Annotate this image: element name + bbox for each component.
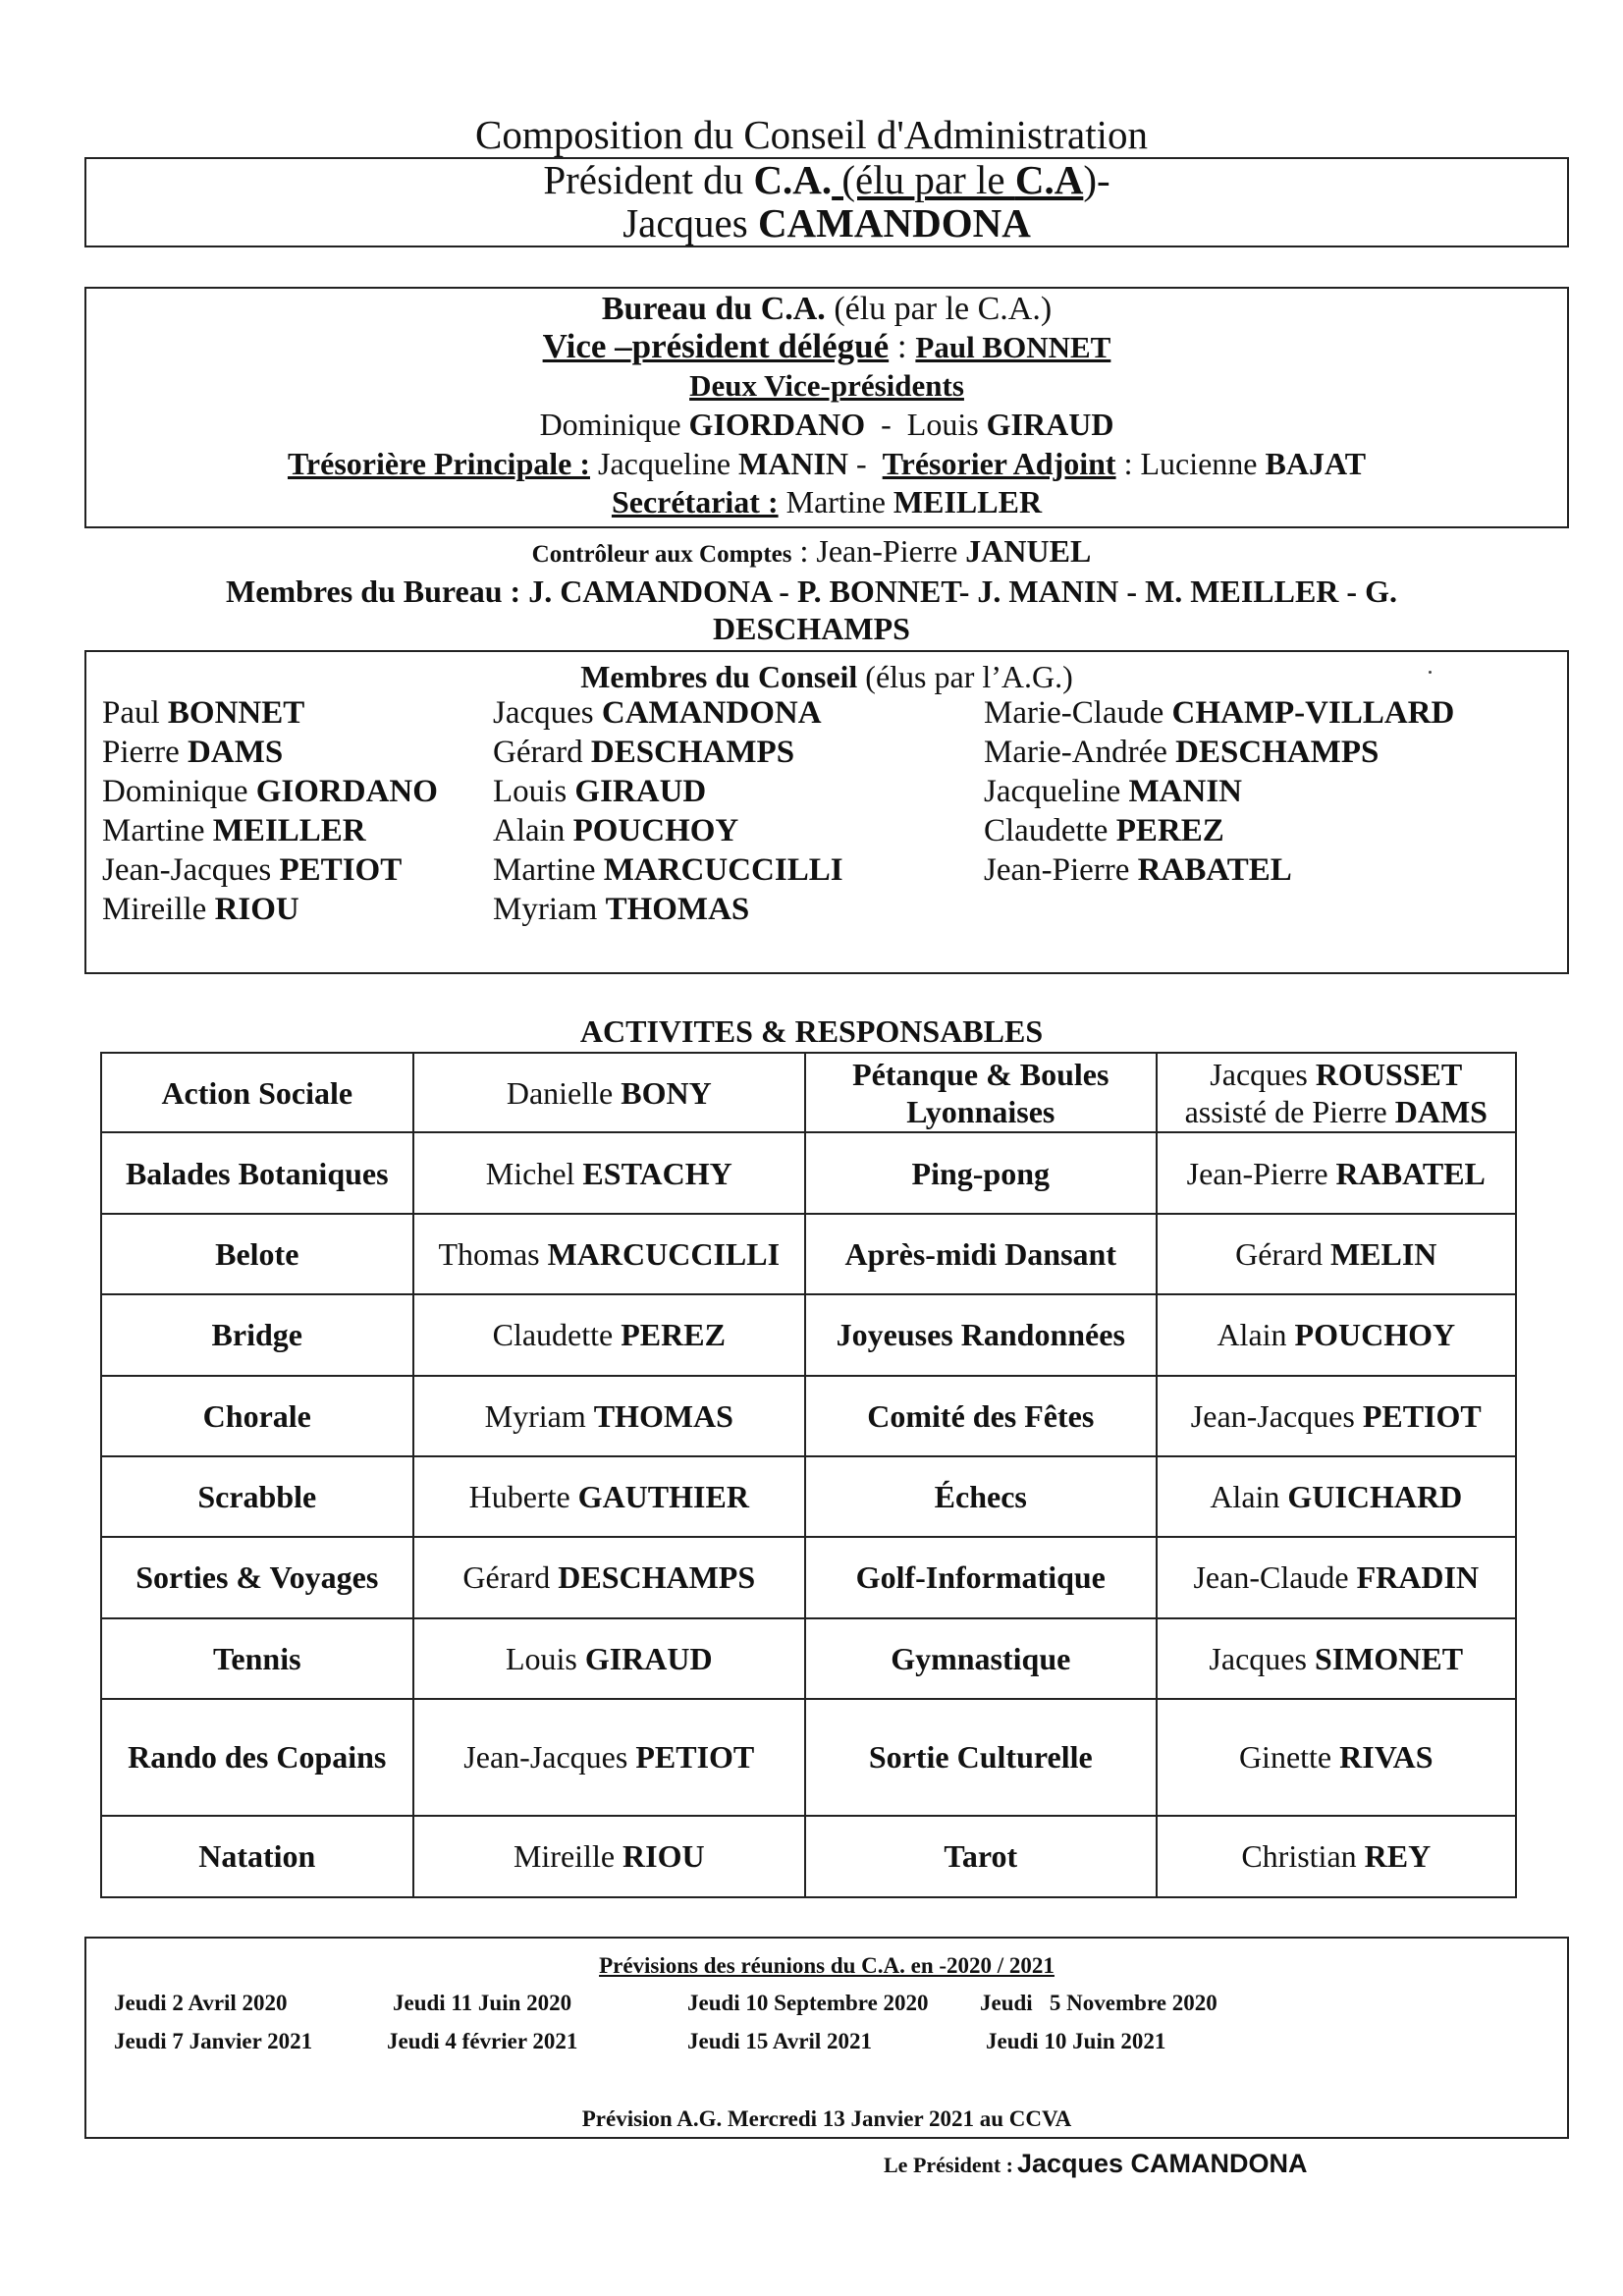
conseil-member [493,772,843,811]
vp-delegue-label: Vice –président délégué [542,327,890,365]
president-elected-text: (élu [832,157,915,202]
activity-responsable [413,1053,806,1132]
activity-name: Après-midi Dansant [805,1214,1156,1294]
activity-name: Belote [101,1214,413,1294]
scan-speck [1429,671,1432,674]
reunion-date: Jeudi 4 février 2021 [387,2029,578,2053]
member-firstname: Louis [493,774,568,809]
member-firstname: Myriam [493,892,598,927]
member-lastname: DAMS [188,735,284,770]
activity-responsable [1157,1816,1516,1897]
member-firstname: Mireille [102,892,207,927]
bureau-title [86,291,1567,328]
member-firstname: Paul [102,695,160,731]
responsable-firstname: Claudette [492,1317,614,1353]
conseil-member [493,693,843,733]
conseil-box [84,650,1569,974]
conseil-title [86,658,1567,695]
activity-responsable [1157,1618,1516,1699]
member-firstname: Claudette [984,813,1109,848]
secretariat-line [86,483,1567,520]
activity-responsable [1157,1294,1516,1375]
responsable-lastname: BONY [621,1074,712,1111]
member-lastname: RABATEL [1137,852,1292,888]
activity-responsable [1157,1699,1516,1816]
president-ca-abbr: C.A. [753,157,833,202]
responsable-firstname: Jean-Jacques [463,1739,628,1776]
responsable-lastname: GAUTHIER [577,1479,749,1515]
responsable-lastname: THOMAS [593,1397,733,1434]
member-firstname: Alain [493,813,566,848]
activites-title: ACTIVITES & RESPONSABLES [579,1013,1044,1049]
conseil-member [984,733,1454,772]
activity-responsable [413,1294,806,1375]
responsable-lastname: DESCHAMPS [558,1559,756,1596]
conseil-title-bold: Membres du Conseil [580,659,858,694]
president-box [84,157,1569,247]
activity-name: Ping-pong [805,1132,1156,1213]
member-lastname: GIORDANO [255,774,438,809]
page-title: Composition du Conseil d'Administration [474,112,1149,157]
activity-responsable [413,1816,806,1897]
table-row [101,1699,1516,1816]
responsable-firstname: Thomas [438,1235,540,1272]
member-lastname: PEREZ [1115,813,1224,848]
table-row [101,1053,1516,1132]
activity-name: Sorties & Voyages [101,1537,413,1617]
member-lastname: MANIN [1128,774,1243,809]
responsable-firstname: Gérard [462,1559,551,1596]
responsable-lastname: POUCHOY [1294,1317,1456,1353]
conseil-member [102,772,438,811]
responsable-lastname: REY [1364,1838,1432,1875]
activity-responsable [1157,1376,1516,1456]
assistant-prefix: assisté de Pierre [1184,1093,1387,1129]
tresorier-adjoint-label: Trésorier Adjoint [882,446,1116,481]
bureau-title-rest: (élu par le C.A.) [834,291,1053,327]
deux-vp-label: Deux Vice-présidents [689,368,964,403]
responsable-firstname: Alain [1210,1479,1280,1515]
member-lastname: THOMAS [605,892,750,927]
responsable-firstname: Myriam [484,1397,586,1434]
responsable-firstname: Jacques [1209,1640,1307,1676]
member-lastname: RIOU [214,892,299,927]
conseil-member [493,811,843,850]
activity-responsable [1157,1456,1516,1537]
responsable-line [1162,1056,1511,1093]
activity-name: Scrabble [101,1456,413,1537]
activity-name: Balades Botaniques [101,1132,413,1213]
responsable-line [1162,1640,1511,1677]
activity-name: Tennis [101,1618,413,1699]
president-ca-abbr-2: C.A [1014,157,1084,202]
conseil-member [102,693,438,733]
conseil-member [493,890,843,929]
activity-name: Comité des Fêtes [805,1376,1156,1456]
responsable-assistant-line [1162,1093,1511,1130]
responsable-firstname: Jacques [1210,1056,1308,1092]
member-lastname: BONNET [167,695,305,731]
responsable-lastname: RIOU [622,1838,705,1875]
secretariat-first: Martine [785,484,886,519]
controleur-label: Contrôleur aux Comptes [531,541,792,568]
reunions-title: Prévisions des réunions du C.A. en -2020 / 2021 [599,1953,1055,1978]
responsable-line [1162,1397,1511,1435]
activity-name: Golf-Informatique [805,1537,1156,1617]
ag-prevision: Prévision A.G. Mercredi 13 Janvier 2021 au CCVA [581,2106,1072,2131]
conseil-title-rest: (élus par l’A.G.) [865,659,1073,694]
responsable-firstname: Mireille [513,1838,616,1875]
signature-label: Le Président : [884,2153,1013,2177]
responsable-lastname: MARCUCCILLI [547,1235,781,1272]
member-firstname: Marie-Andrée [984,735,1167,770]
responsable-firstname: Gérard [1235,1235,1323,1272]
responsable-line [1162,1235,1511,1273]
activity-responsable [413,1537,806,1617]
activity-responsable [1157,1537,1516,1617]
member-firstname: Jacques [493,695,594,731]
activity-responsable [413,1132,806,1213]
responsable-firstname: Michel [485,1155,575,1191]
activity-responsable [1157,1132,1516,1213]
member-firstname: Jean-Pierre [984,852,1130,888]
responsable-line [1162,1316,1511,1353]
assistant-lastname: DAMS [1394,1093,1488,1129]
member-firstname: Marie-Claude [984,695,1164,731]
responsable-lastname: GUICHARD [1287,1479,1463,1515]
responsable-firstname: Alain [1217,1317,1287,1353]
activity-name: Pétanque & Boules Lyonnaises [805,1053,1156,1132]
responsable-lastname: RIVAS [1339,1739,1434,1776]
tresorier-adjoint-last: BAJAT [1265,446,1367,481]
responsable-lastname: RABATEL [1335,1155,1486,1191]
member-lastname: POUCHOY [572,813,739,848]
membres-bureau-line2: DESCHAMPS [713,611,910,646]
vp2-first: Louis [906,407,979,442]
responsable-line [1162,1738,1511,1776]
responsable-lastname: GIRAUD [584,1640,713,1676]
member-firstname: Martine [493,852,596,888]
member-firstname: Pierre [102,735,180,770]
member-firstname: Dominique [102,774,248,809]
table-row [101,1214,1516,1294]
responsable-line [1162,1155,1511,1192]
activity-name: Action Sociale [101,1053,413,1132]
reunions-box [84,1937,1569,2139]
conseil-column-2 [493,693,843,929]
table-row [101,1816,1516,1897]
member-lastname: DESCHAMPS [590,735,795,770]
responsable-line [1162,1558,1511,1596]
responsable-lastname: ROUSSET [1315,1056,1463,1092]
responsable-firstname: Ginette [1238,1739,1332,1776]
responsable-lastname: PETIOT [635,1739,755,1776]
conseil-member [102,890,438,929]
activity-responsable [413,1376,806,1456]
responsable-lastname: PEREZ [621,1317,726,1353]
controleur-first: Jean-Pierre [816,533,958,569]
member-lastname: PETIOT [279,852,403,888]
conseil-column-1 [102,693,438,929]
president-name-line [86,202,1567,244]
activity-name: Joyeuses Randonnées [805,1294,1156,1375]
member-lastname: CAMANDONA [601,695,822,731]
table-row [101,1294,1516,1375]
member-lastname: MEILLER [212,813,366,848]
responsable-lastname: MELIN [1329,1235,1437,1272]
responsable-firstname: Danielle [506,1074,614,1111]
activity-name: Tarot [805,1816,1156,1897]
reunion-date: Jeudi 7 Janvier 2021 [114,2029,313,2053]
responsable-firstname: Jean-Pierre [1186,1155,1328,1191]
responsable-lastname: SIMONET [1314,1640,1464,1676]
activity-name: Bridge [101,1294,413,1375]
president-par-text: par le [914,157,1015,202]
activity-name: Natation [101,1816,413,1897]
responsable-line [1162,1478,1511,1515]
table-row [101,1456,1516,1537]
president-firstname: Jacques [622,200,748,246]
controleur-line: Contrôleur aux Comptes : Jean-Pierre JANUEL [531,533,1092,569]
activity-name: Rando des Copains [101,1699,413,1816]
responsable-firstname: Louis [505,1640,577,1676]
activity-name: Chorale [101,1376,413,1456]
responsable-lastname: ESTACHY [582,1155,732,1191]
table-row [101,1132,1516,1213]
activity-name: Échecs [805,1456,1156,1537]
tresorier-adjoint-first: Lucienne [1140,446,1258,481]
vp-delegue-line: Vice –président délégué : Paul BONNET [542,327,1111,365]
responsable-line [1162,1837,1511,1875]
activity-responsable [1157,1053,1516,1132]
membres-bureau-line1: Membres du Bureau : J. CAMANDONA - P. BONNET- J. MANIN - M. MEILLER - G. [226,574,1397,609]
controleur-last: JANUEL [965,533,1092,569]
tresoriere-first: Jacqueline [597,446,731,481]
secretariat-last: MEILLER [893,484,1043,519]
activity-name: Sortie Culturelle [805,1699,1156,1816]
president-role: Président du [543,157,754,202]
conseil-member [102,733,438,772]
member-lastname: CHAMP-VILLARD [1171,695,1455,731]
member-firstname: Gérard [493,735,583,770]
conseil-member [102,811,438,850]
vp-delegue-name: Paul BONNET [915,330,1111,364]
table-row [101,1537,1516,1617]
member-lastname: DESCHAMPS [1175,735,1380,770]
activity-responsable [413,1618,806,1699]
president-lastname: CAMANDONA [757,200,1031,246]
vp-names-line: Dominique GIORDANO - Louis GIRAUD [539,407,1114,442]
conseil-member [984,693,1454,733]
responsable-firstname: Jean-Jacques [1190,1397,1355,1434]
secretariat-label: Secrétariat : [611,484,779,519]
reunion-date: Jeudi 11 Juin 2020 [393,1991,572,2015]
conseil-member [102,850,438,890]
responsable-lastname: FRADIN [1356,1559,1480,1596]
signature-name: Jacques CAMANDONA [1016,2149,1308,2178]
activity-responsable [413,1456,806,1537]
member-firstname: Martine [102,813,205,848]
table-row [101,1618,1516,1699]
conseil-member [493,733,843,772]
vp1-last: GIORDANO [688,407,866,442]
activites-table [100,1052,1517,1898]
responsable-lastname: PETIOT [1362,1397,1482,1434]
responsable-firstname: Christian [1241,1838,1357,1875]
tresoriere-label: Trésorière Principale : [287,446,590,481]
conseil-member [984,772,1454,811]
vp2-last: GIRAUD [986,407,1114,442]
conseil-column-3 [984,693,1454,890]
reunion-date: Jeudi 15 Avril 2021 [687,2029,873,2053]
reunion-date: Jeudi 10 Juin 2021 [986,2029,1166,2053]
activity-responsable [1157,1214,1516,1294]
activity-name: Gymnastique [805,1618,1156,1699]
bureau-box [84,287,1569,528]
reunion-date: Jeudi 2 Avril 2020 [114,1991,288,2015]
activity-responsable [413,1699,806,1816]
member-lastname: MARCUCCILLI [603,852,843,888]
president-role-line [86,159,1567,200]
vp1-first: Dominique [539,407,681,442]
reunion-date: Jeudi 10 Septembre 2020 [687,1991,929,2015]
conseil-member [984,811,1454,850]
member-lastname: GIRAUD [574,774,707,809]
tresoriere-last: MANIN [738,446,849,481]
conseil-member [493,850,843,890]
responsable-firstname: Huberte [468,1479,570,1515]
president-role-end: )- [1083,157,1110,202]
member-firstname: Jacqueline [984,774,1121,809]
tresoriers-line: Trésorière Principale : Jacqueline MANIN - Trésorier Adjoint : Lucienne BAJAT [287,446,1367,481]
signature [884,2149,1308,2179]
bureau-title-bold: Bureau du C.A. [601,291,826,327]
responsable-firstname: Jean-Claude [1193,1559,1349,1596]
member-firstname: Jean-Jacques [102,852,272,888]
reunion-date: Jeudi 5 Novembre 2020 [980,1991,1217,2015]
table-row [101,1376,1516,1456]
activity-responsable [413,1214,806,1294]
conseil-member [984,850,1454,890]
